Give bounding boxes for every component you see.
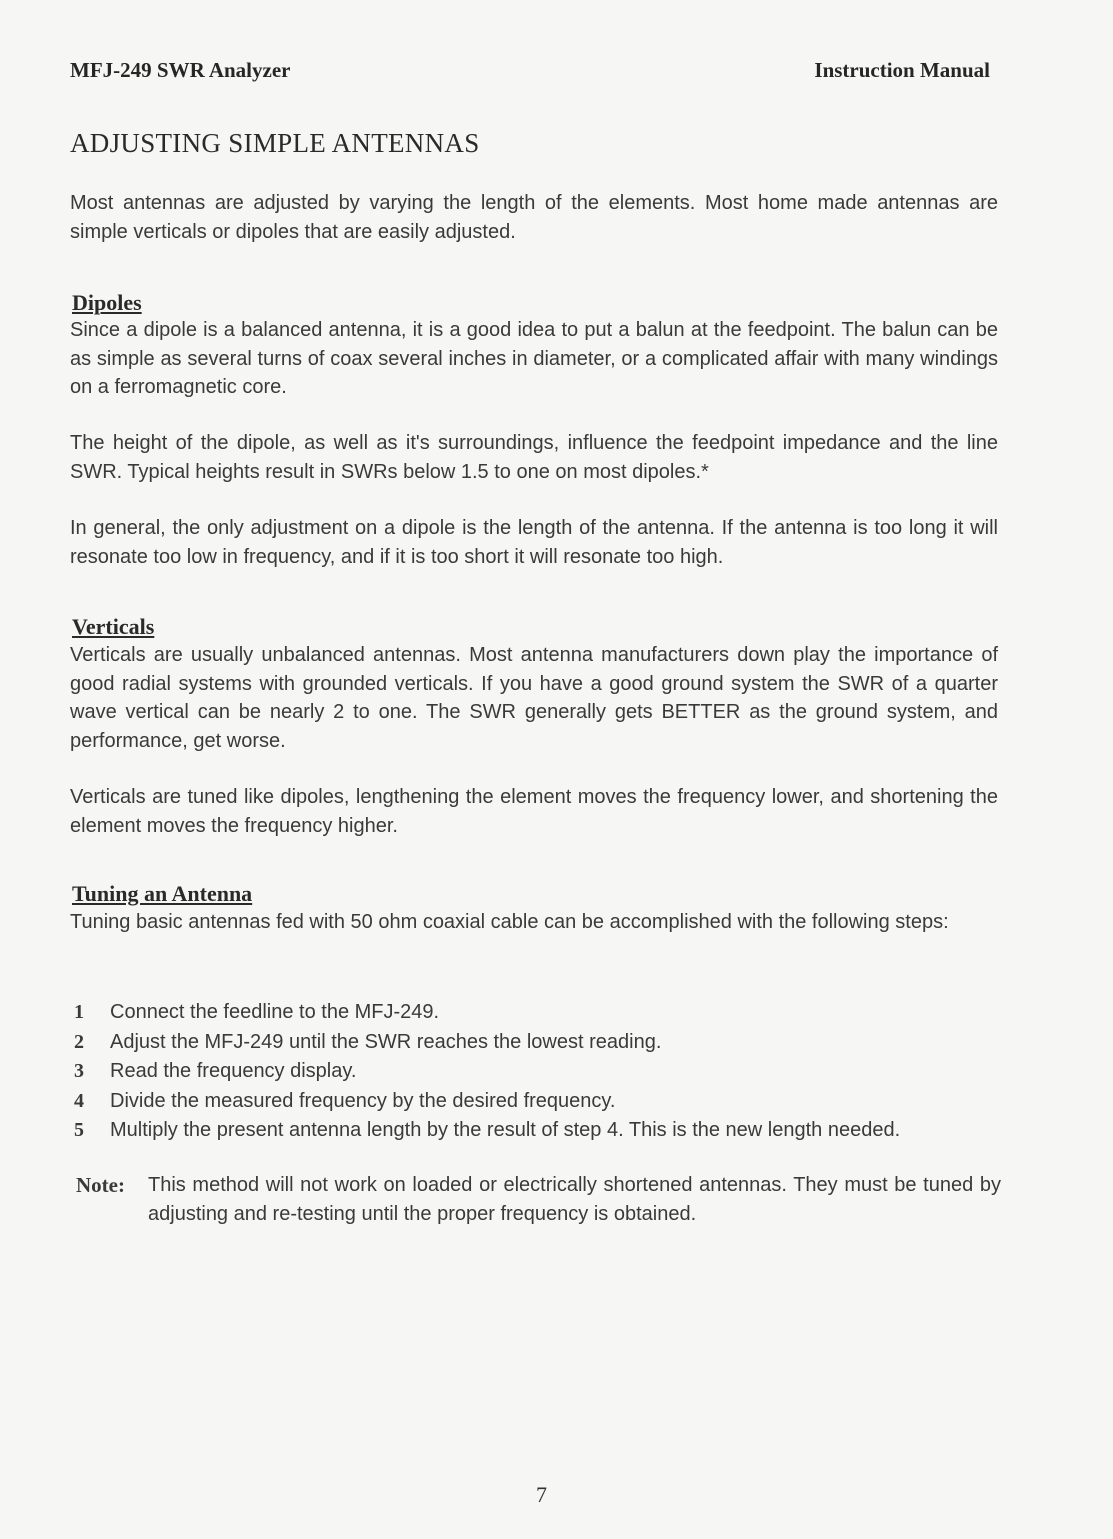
step-number: 1	[74, 1001, 84, 1023]
page-title: ADJUSTING SIMPLE ANTENNAS	[70, 128, 480, 158]
verticals-paragraph-1: Verticals are usually unbalanced antennas. Most antenna manufacturers down play the importance of good radial systems with grounded verticals. If you have a good ground system the SWR of a quarter wave vertical can be nearly 2 to one. The SWR generally gets BETTER as the ground system, and performance, get worse.	[70, 644, 998, 752]
step-text: Connect the feedline to the MFJ-249.	[110, 1001, 440, 1023]
step-text: Adjust the MFJ-249 until the SWR reaches the lowest reading.	[110, 1030, 662, 1053]
step-text: Read the frequency display.	[110, 1060, 357, 1083]
verticals-paragraph-2: Verticals are tuned like dipoles, lengthening the element moves the frequency lower, and shortening the element moves the frequency higher.	[70, 786, 998, 837]
intro-paragraph: Most antennas are adjusted by varying the length of the elements. Most home made antennas are simple verticals or dipoles that are easily adjusted.	[70, 192, 998, 243]
dipoles-heading: Dipoles	[72, 290, 142, 315]
dipoles-paragraph-1: Since a dipole is a balanced antenna, it is a good idea to put a balun at the feedpoint. The balun can be as simple as several turns of coax several inches in diameter, or a complicated affair with many windings on a ferromagnetic core.	[70, 319, 998, 398]
step-text: Multiply the present antenna length by the result of step 4. This is the new length needed.	[110, 1119, 901, 1142]
step-number: 4	[74, 1089, 84, 1112]
page-number: 7	[536, 1482, 547, 1507]
running-header	[70, 58, 990, 88]
header-manual-label: Instruction Manual	[814, 58, 990, 82]
header-product-name: MFJ-249 SWR Analyzer	[70, 58, 291, 82]
list-item	[74, 998, 999, 1028]
note-text: This method will not work on loaded or electrically shortened antennas. They must be tuned by adjusting and re-testing until the proper frequency is obtained.	[148, 1174, 1001, 1225]
verticals-heading: Verticals	[72, 614, 155, 639]
note-label: Note:	[76, 1173, 125, 1197]
tuning-steps-list	[74, 998, 999, 1146]
tuning-heading: Tuning an Antenna	[72, 881, 253, 906]
step-number: 2	[74, 1030, 84, 1053]
step-number: 3	[74, 1060, 84, 1083]
list-item	[74, 1087, 999, 1117]
note-block	[76, 1171, 1001, 1229]
tuning-paragraph: Tuning basic antennas fed with 50 ohm coaxial cable can be accomplished with the following steps:	[70, 911, 949, 933]
list-item	[74, 1116, 999, 1146]
dipoles-paragraph-2: The height of the dipole, as well as it's surroundings, influence the feedpoint impedance and the line SWR. Typical heights result in SWRs below 1.5 to one on most dipoles.*	[70, 432, 998, 483]
dipoles-paragraph-3: In general, the only adjustment on a dipole is the length of the antenna. If the antenna is too long it will resonate too low in frequency, and if it is too short it will resonate too high.	[70, 517, 998, 568]
list-item	[74, 1057, 999, 1087]
list-item	[74, 1028, 999, 1058]
step-text: Divide the measured frequency by the desired frequency.	[110, 1089, 616, 1112]
step-number: 5	[74, 1119, 84, 1142]
